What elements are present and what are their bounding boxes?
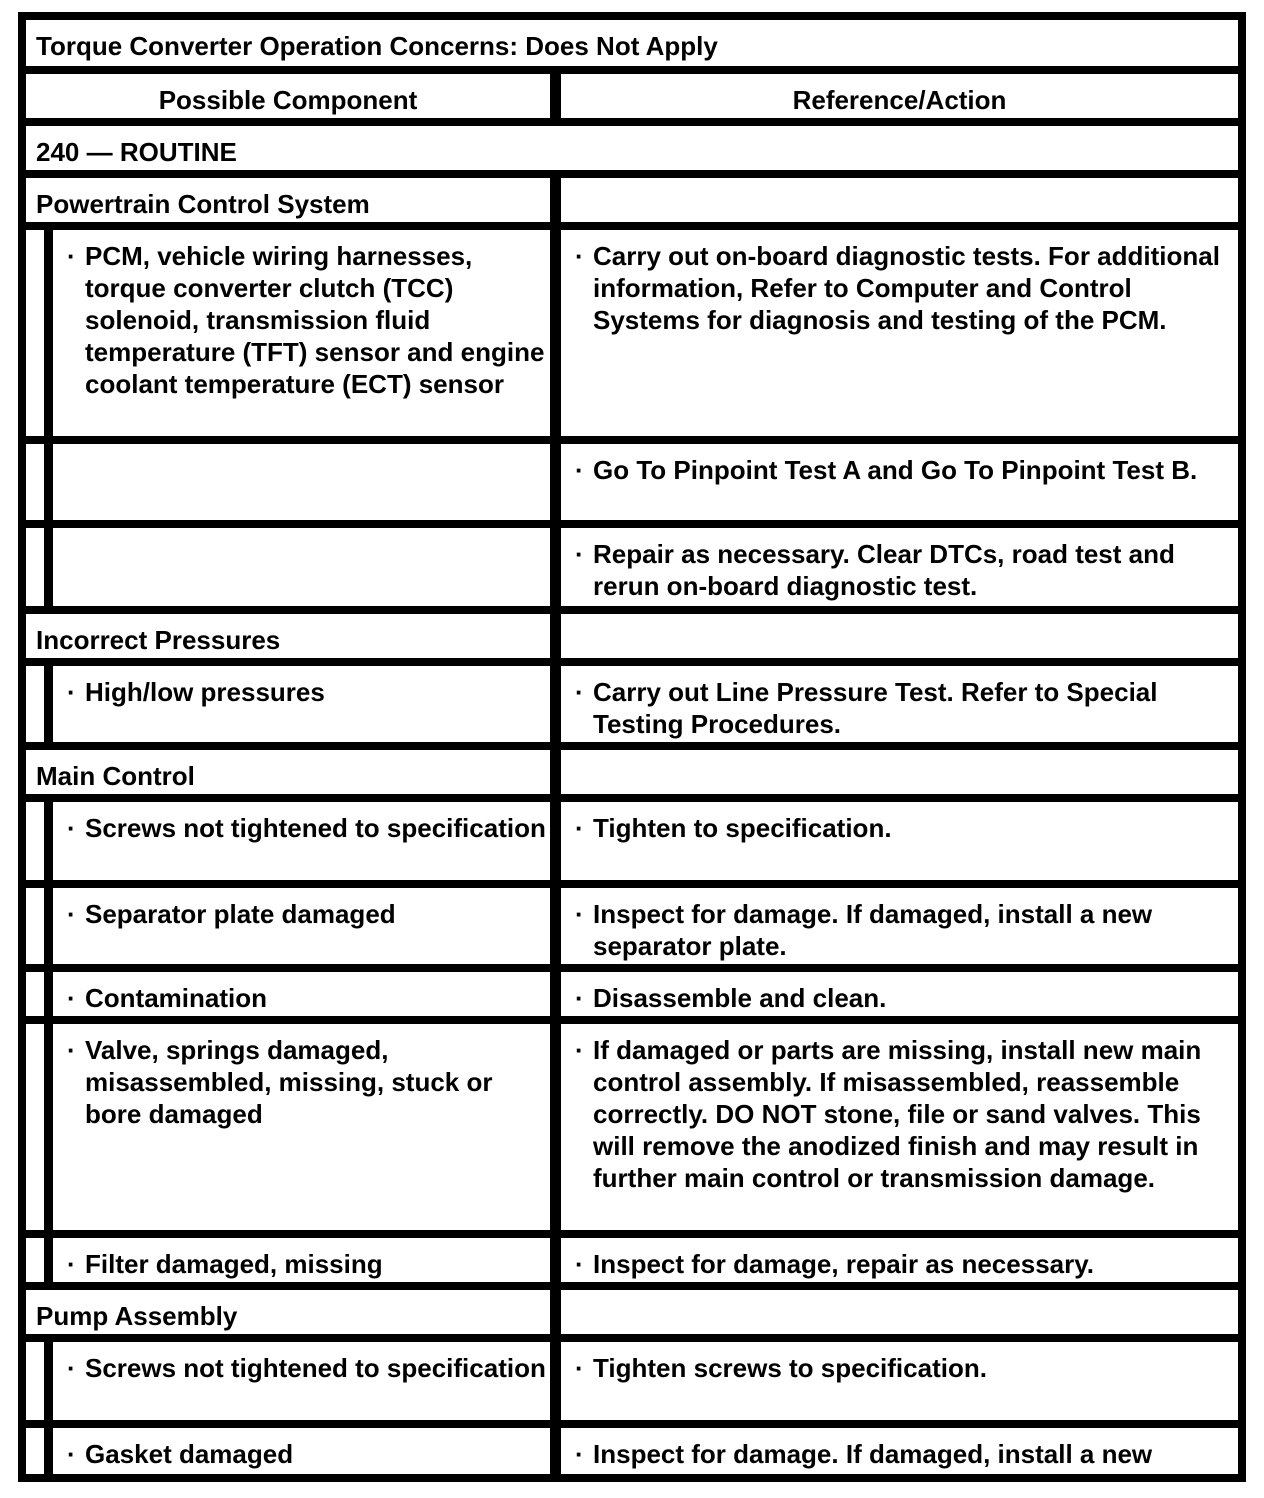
section-heading: Pump Assembly — [26, 1290, 550, 1334]
indent-spacer — [26, 666, 44, 742]
section-heading-action — [561, 614, 1238, 658]
table-row-action: · Carry out on-board diagnostic tests. For additional information, Refer to Computer and Control Systems for diagnosis and testing of the PCM. — [561, 230, 1238, 436]
indent-spacer — [26, 972, 44, 1016]
table-row-component: · Gasket damaged — [53, 1428, 550, 1474]
table-row-component — [53, 528, 550, 606]
table-row-component: · PCM, vehicle wiring harnesses, torque converter clutch (TCC) solenoid, transmission fluid temperature (TFT) sensor and engine coolant temperature (ECT) sensor — [53, 230, 550, 436]
indent-spacer — [26, 1238, 44, 1282]
section-heading-action — [561, 178, 1238, 222]
routine-row: 240 — ROUTINE — [26, 126, 1238, 170]
table-row-component: · Contamination — [53, 972, 550, 1016]
indent-spacer — [26, 888, 44, 964]
table-row-action: · Inspect for damage. If damaged, install a new — [561, 1428, 1238, 1474]
table-row-action: · Disassemble and clean. — [561, 972, 1238, 1016]
table-row-component: · Valve, springs damaged, misassembled, missing, stuck or bore damaged — [53, 1024, 550, 1230]
header-reference-action: Reference/Action — [561, 74, 1238, 118]
table-row-action: · Go To Pinpoint Test A and Go To Pinpoint Test B. — [561, 444, 1238, 520]
table-row-component: · Separator plate damaged — [53, 888, 550, 964]
indent-spacer — [26, 1342, 44, 1420]
section-heading: Main Control — [26, 750, 550, 794]
table-row-action: · Inspect for damage, repair as necessary. — [561, 1238, 1238, 1282]
table-row-component — [53, 444, 550, 520]
table-row-component: · Screws not tightened to specification — [53, 1342, 550, 1420]
indent-spacer — [26, 1024, 44, 1230]
table-row-action: · If damaged or parts are missing, install new main control assembly. If misassembled, reassemble correctly. DO NOT stone, file or sand valves. This will remove the anodized finish and may result in further main control or transmission damage. — [561, 1024, 1238, 1230]
indent-spacer — [26, 802, 44, 880]
table-row-component: · Screws not tightened to specification — [53, 802, 550, 880]
indent-spacer — [26, 230, 44, 436]
header-possible-component: Possible Component — [26, 74, 550, 118]
indent-spacer — [26, 1428, 44, 1474]
section-heading: Powertrain Control System — [26, 178, 550, 222]
table-row-component: · Filter damaged, missing — [53, 1238, 550, 1282]
section-heading-action — [561, 750, 1238, 794]
indent-spacer — [26, 444, 44, 520]
concern-table — [18, 12, 1246, 1482]
table-title: Torque Converter Operation Concerns: Does Not Apply — [26, 20, 1238, 66]
table-row-action: · Tighten to specification. — [561, 802, 1238, 880]
table-row-component: · High/low pressures — [53, 666, 550, 742]
indent-spacer — [26, 528, 44, 606]
table-row-action: · Carry out Line Pressure Test. Refer to Special Testing Procedures. — [561, 666, 1238, 742]
table-row-action: · Repair as necessary. Clear DTCs, road test and rerun on-board diagnostic test. — [561, 528, 1238, 606]
section-heading-action — [561, 1290, 1238, 1334]
table-row-action: · Tighten screws to specification. — [561, 1342, 1238, 1420]
table-row-action: · Inspect for damage. If damaged, install a new separator plate. — [561, 888, 1238, 964]
section-heading: Incorrect Pressures — [26, 614, 550, 658]
